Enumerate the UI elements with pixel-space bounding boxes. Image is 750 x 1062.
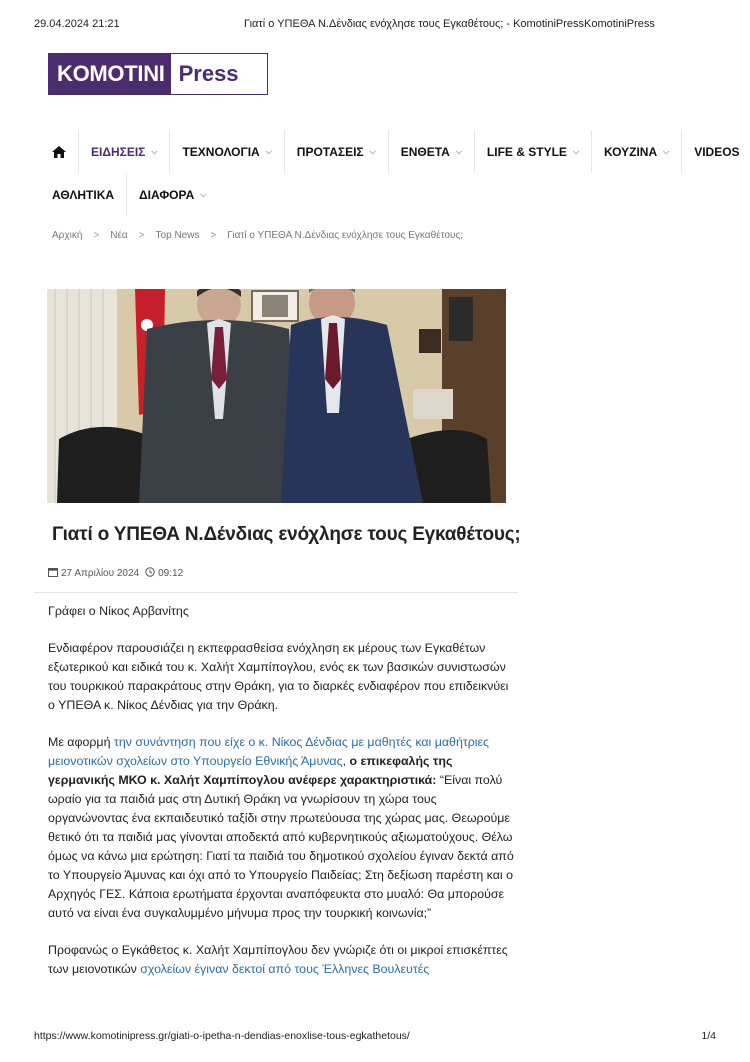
article-date: 27 Απριλίου 2024: [61, 568, 140, 579]
breadcrumb-home[interactable]: Αρχική: [52, 230, 83, 241]
chevron-down-icon: ⌵: [265, 146, 272, 156]
print-page-title: Γιατί ο ΥΠΕΘΑ Ν.Δένδιας ενόχλησε τους Εγκαθέτους; - KomotiniPressKomotiniPress: [244, 18, 655, 30]
meta-divider: [34, 592, 518, 593]
article-body: [48, 602, 516, 997]
meeting-link[interactable]: την συνάντηση που είχε ο κ. Νίκος Δένδιας με μαθητές και μαθήτριες μειονοτικών σχολείων στο Υπουργείο Εθνικής Άμυνας: [48, 735, 490, 768]
nav-item-kitchen[interactable]: [592, 130, 682, 173]
article-byline: Γράφει ο Νίκος Αρβανίτης: [48, 604, 189, 618]
article-paragraph-2: [48, 733, 516, 923]
calendar-icon: [48, 567, 58, 580]
chevron-down-icon: ⌵: [369, 146, 376, 156]
chevron-down-icon: ⌵: [200, 189, 207, 199]
article-paragraph-3: [48, 941, 516, 979]
print-url: https://www.komotinipress.gr/giati-o-ipetha-n-dendias-enoxlise-tous-egkathetous/: [34, 1030, 410, 1042]
nav-item-label: ΤΕΧΝΟΛΟΓΙΑ: [182, 144, 260, 159]
nav-item-life-style[interactable]: [475, 130, 592, 173]
main-nav: [40, 130, 740, 216]
nav-item-label: ΕΝΘΕΤΑ: [400, 144, 450, 159]
nav-item-sports[interactable]: [40, 173, 127, 216]
nav-item-label: LIFE & STYLE: [486, 144, 567, 159]
nav-item-label: ΑΘΛΗΤΙΚΑ: [52, 187, 115, 202]
clock-icon: [145, 567, 155, 580]
breadcrumb: [52, 230, 463, 241]
paragraph-quote: “Είναι πολύ ωραίο για τα παιδιά μας στη Δυτική Θράκη να γνωρίσουν τη χώρα τους οργανώνοντας ένα εκπαιδευτικό ταξίδι στην πρωτεύουσα της χώρας μας. Θεωρούμε θετικό ότι τα παιδιά μας γίνονται αποδεκτά από κυβερνητικούς αξιωματούχους. Θέλω όμως να κάνω μια ερώτηση: Γιατί τα παιδιά του δημοτικού σχολείου έγιναν δεκτά από το Υπουργείο Άμυνας και όχι από το Υπουργείο Παιδείας; Στη δεξίωση παρέστη και ο Αρχηγός ΓΕΣ. Κάποια ερωτήματα έρχονται αναπόφευκτα στο μυαλό: Θα μπορούσε αυτό να είναι ένα συγκαλυμμένο μήνυμα προς την τουρκική κοινωνία;”: [48, 773, 514, 920]
nav-item-label: ΕΙΔΗΣΕΙΣ: [91, 144, 146, 159]
nav-item-label: ΔΙΑΦΟΡΑ: [139, 187, 195, 202]
paragraph-text: Με αφορμή: [48, 735, 111, 749]
chevron-right-icon: >: [138, 230, 145, 241]
nav-item-misc[interactable]: [127, 173, 218, 216]
hero-photo-illustration: [47, 289, 506, 503]
nav-item-news[interactable]: [79, 130, 170, 173]
chevron-down-icon: ⌵: [663, 146, 670, 156]
chevron-right-icon: >: [210, 230, 217, 241]
breadcrumb-top-news[interactable]: Top News: [155, 230, 200, 241]
nav-item-proposals[interactable]: [285, 130, 389, 173]
nav-item-technology[interactable]: [170, 130, 284, 173]
nav-home[interactable]: [40, 130, 79, 173]
article-hero-image: [47, 289, 506, 503]
nav-item-label: ΠΡΟΤΑΣΕΙΣ: [296, 144, 364, 159]
nav-item-videos[interactable]: [682, 130, 750, 173]
logo-left: KOMOTINI: [49, 54, 171, 94]
home-icon: [52, 146, 66, 158]
schools-link[interactable]: σχολείων έγιναν δεκτοί από τους Έλληνες Βουλευτές: [140, 962, 430, 976]
print-header: [34, 18, 716, 32]
article-time: 09:12: [158, 568, 184, 579]
logo-right: Press: [171, 54, 247, 94]
print-footer: [34, 1030, 716, 1044]
print-page-number: 1/4: [701, 1030, 716, 1042]
nav-item-inserts[interactable]: [389, 130, 475, 173]
print-datetime: 29.04.2024 21:21: [34, 18, 120, 30]
article-title: Γιατί ο ΥΠΕΘΑ Ν.Δένδιας ενόχλησε τους Εγκαθέτους;: [52, 524, 521, 545]
nav-item-label: VIDEOS: [694, 144, 740, 159]
nav-item-label: ΚΟΥΖΙΝΑ: [604, 144, 658, 159]
article-meta: [48, 567, 183, 580]
article-paragraph-1: Ενδιαφέρον παρουσιάζει η εκπεφρασθείσα ενόχληση εκ μέρους των Εγκαθέτων εξωτερικού και ειδικά του κ. Χαλήτ Χαμπίπογλου, ενός εκ των βασικών συνιστωσών του τουρκικού παρακράτους στην Θράκη, για το διαρκές ενδιαφέρον που επιδεικνύει ο ΥΠΕΘΑ κ. Νίκος Δένδιας για την Θράκη.: [48, 641, 509, 712]
chevron-down-icon: ⌵: [151, 146, 158, 156]
nav-row-1: [40, 130, 740, 173]
breadcrumb-current: Γιατί ο ΥΠΕΘΑ Ν.Δένδιας ενόχλησε τους Εγκαθέτους;: [227, 230, 464, 241]
paragraph-text: ,: [342, 754, 347, 768]
paragraph-bold-text: ο επικεφαλής της γερμανικής ΜΚΟ κ. Χαλήτ Χαμπίπογλου ανέφερε χαρακτηριστικά:: [48, 754, 453, 787]
breadcrumb-news[interactable]: Νέα: [110, 230, 128, 241]
nav-row-2: [40, 173, 710, 216]
site-logo[interactable]: [48, 53, 268, 95]
chevron-down-icon: ⌵: [455, 146, 462, 156]
chevron-right-icon: >: [93, 230, 100, 241]
paragraph-text: Προφανώς ο Εγκάθετος κ. Χαλήτ Χαμπίπογλου δεν γνώριζε ότι οι μικροί επισκέπτες των μειονοτικών: [48, 943, 508, 976]
chevron-down-icon: ⌵: [572, 146, 580, 156]
